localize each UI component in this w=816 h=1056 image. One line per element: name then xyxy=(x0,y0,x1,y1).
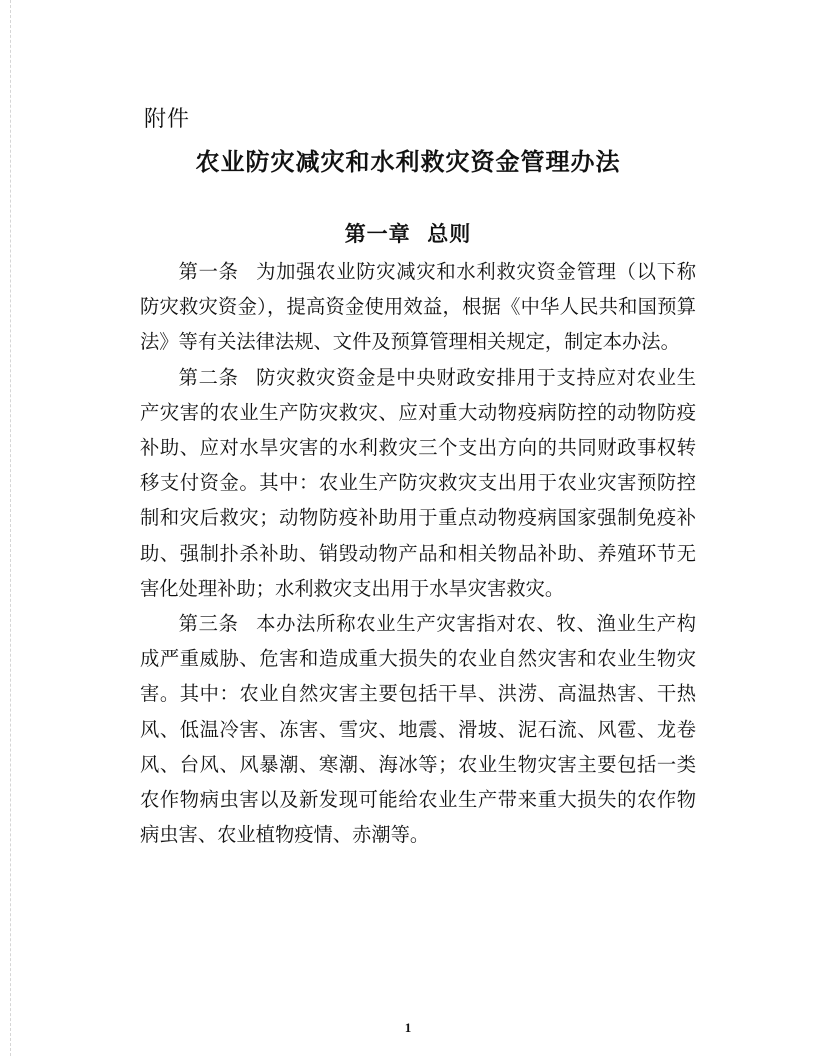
article-2-text: 防灾救灾资金是中央财政安排用于支持应对农业生产灾害的农业生产防灾救灾、应对重大动物疫病防控的动物防疫补助、应对水旱灾害的水利救灾三个支出方向的共同财政事权转移支付资金。其中：农业生产防灾救灾支出用于农业灾害预防控制和灾后救灾；动物防疫补助用于重点动物疫病国家强制免疫补助、强制扑杀补助、销毁动物产品和相关物品补助、养殖环节无害化处理补助；水利救灾支出用于水旱灾害救灾。 xyxy=(140,365,697,600)
article-1 xyxy=(140,254,696,360)
article-3-text: 本办法所称农业生产灾害指对农、牧、渔业生产构成严重威胁、危害和造成重大损失的农业自然灾害和农业生物灾害。其中：农业自然灾害主要包括干旱、洪涝、高温热害、干热风、低温冷害、冻害、雪灾、地震、滑坡、泥石流、风雹、龙卷风、台风、风暴潮、寒潮、海冰等；农业生物灾害主要包括一类农作物病虫害以及新发现可能给农业生产带来重大损失的农作物病虫害、农业植物疫情、赤潮等。 xyxy=(140,612,697,847)
document-title: 农业防灾减灾和水利救灾资金管理办法 xyxy=(195,148,621,176)
attachment-label: 附件 xyxy=(144,107,191,132)
article-2 xyxy=(140,360,696,606)
article-1-number: 第一条 xyxy=(178,260,239,283)
article-3 xyxy=(140,606,696,852)
article-2-number: 第二条 xyxy=(178,365,239,389)
article-3-number: 第三条 xyxy=(178,612,239,636)
document-body xyxy=(140,254,696,852)
article-1-text: 为加强农业防灾减灾和水利救灾资金管理（以下称防灾救灾资金），提高资金使用效益，根据《中华人民共和国预算法》等有关法律法规、文件及预算管理相关规定，制定本办法。 xyxy=(140,260,697,354)
page-number: 1 xyxy=(404,1020,412,1035)
chapter-heading: 第一章 总则 xyxy=(344,222,472,246)
